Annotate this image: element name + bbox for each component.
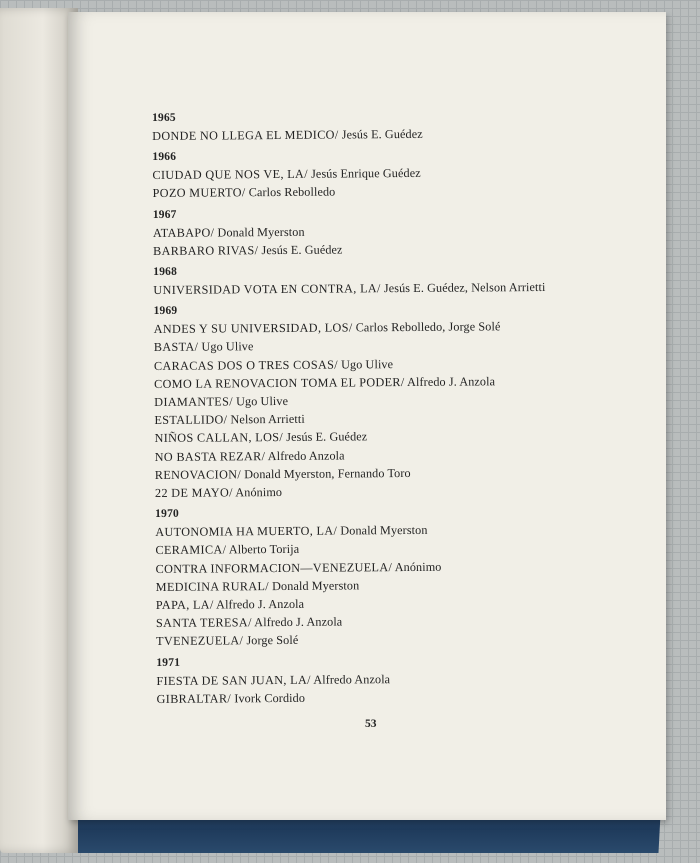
film-title: NIÑOS CALLAN, LOS/	[154, 430, 284, 446]
film-title: SANTA TERESA/	[155, 615, 252, 631]
film-author: Ugo Ulive	[198, 339, 254, 355]
film-title: BASTA/	[153, 340, 199, 355]
film-author: Jesús E. Guédez	[258, 242, 343, 257]
film-author: Jesús E. Guédez	[338, 126, 423, 142]
year-heading: 1967	[152, 208, 177, 221]
film-author: Jesús E. Guédez	[283, 429, 368, 445]
film-author: Alberto Torija	[226, 542, 300, 557]
film-author: Jesús Enrique Guédez	[307, 166, 421, 181]
document-page	[68, 12, 666, 820]
film-entry	[153, 181, 633, 203]
film-author: Anónimo	[232, 485, 283, 500]
film-author: Alfredo J. Anzola	[251, 614, 343, 630]
film-title: 22 DE MAYO/	[154, 485, 233, 501]
film-title: CARACAS DOS O TRES COSAS/	[153, 357, 338, 373]
film-title: ESTALLIDO/	[154, 412, 228, 428]
film-title: RENOVACION/	[154, 467, 242, 482]
film-author: Carlos Rebolledo	[245, 184, 336, 200]
film-author: Donald Myerston	[268, 578, 360, 593]
film-title: CONTRA INFORMACION—VENEZUELA/	[155, 559, 393, 576]
film-title: ATABAPO/	[152, 225, 215, 240]
film-author: Donald Myerston	[337, 523, 428, 538]
filmography-list	[152, 108, 637, 708]
film-title: CERAMICA/	[155, 542, 227, 558]
film-author: Jesús E. Guédez, Nelson Arrietti	[380, 279, 546, 296]
film-author: Jorge Solé	[243, 633, 299, 648]
year-heading: 1969	[153, 305, 178, 318]
film-entry	[155, 480, 635, 502]
film-title: AUTONOMIA HA MUERTO, LA/	[155, 523, 338, 540]
film-title: FIESTA DE SAN JUAN, LA/	[156, 672, 311, 688]
film-author: Alfredo Anzola	[310, 671, 391, 687]
film-author: Ugo Ulive	[337, 356, 394, 372]
film-title: COMO LA RENOVACION TOMA EL PODER/	[154, 374, 405, 391]
film-author: Anónimo	[392, 559, 442, 574]
film-title: NO BASTA REZAR/	[154, 448, 266, 464]
film-title: MEDICINA RURAL/	[155, 578, 270, 594]
film-author: Alfredo Anzola	[265, 448, 345, 463]
film-entry	[153, 238, 633, 260]
film-title: ANDES Y SU UNIVERSIDAD, LOS/	[153, 320, 353, 337]
film-entry	[156, 629, 636, 651]
year-heading: 1970	[155, 508, 180, 521]
film-title: GIBRALTAR/	[156, 691, 232, 706]
year-heading: 1968	[153, 265, 178, 279]
year-heading: 1965	[152, 111, 176, 124]
film-author: Nelson Arrietti	[227, 412, 305, 427]
film-title: UNIVERSIDAD VOTA EN CONTRA, LA/	[153, 281, 381, 298]
film-author: Donald Myerston, Fernando Toro	[241, 465, 411, 482]
film-entry	[152, 123, 632, 145]
film-title: TVENEZUELA/	[156, 633, 244, 649]
year-heading: 1971	[156, 656, 181, 669]
film-author: Ivork Cordido	[231, 690, 306, 706]
page-number: 53	[365, 718, 377, 730]
film-entry	[153, 277, 633, 299]
film-author: Ugo Ulive	[232, 393, 289, 409]
film-title: POZO MUERTO/	[152, 185, 246, 201]
film-author: Donald Myerston	[214, 224, 305, 240]
film-title: PAPA, LA/	[155, 597, 214, 613]
film-author: Alfredo J. Anzola	[404, 374, 496, 389]
year-heading: 1966	[152, 151, 177, 164]
film-title: BARBARO RIVAS/	[153, 242, 259, 258]
film-title: CIUDAD QUE NOS VE, LA/	[152, 166, 308, 183]
film-author: Alfredo J. Anzola	[213, 596, 305, 612]
film-entry	[157, 686, 637, 708]
film-title: DIAMANTES/	[154, 394, 233, 410]
left-page-edge	[0, 8, 78, 853]
film-author: Carlos Rebolledo, Jorge Solé	[352, 319, 501, 335]
film-title: DONDE NO LLEGA EL MEDICO/	[152, 127, 339, 143]
